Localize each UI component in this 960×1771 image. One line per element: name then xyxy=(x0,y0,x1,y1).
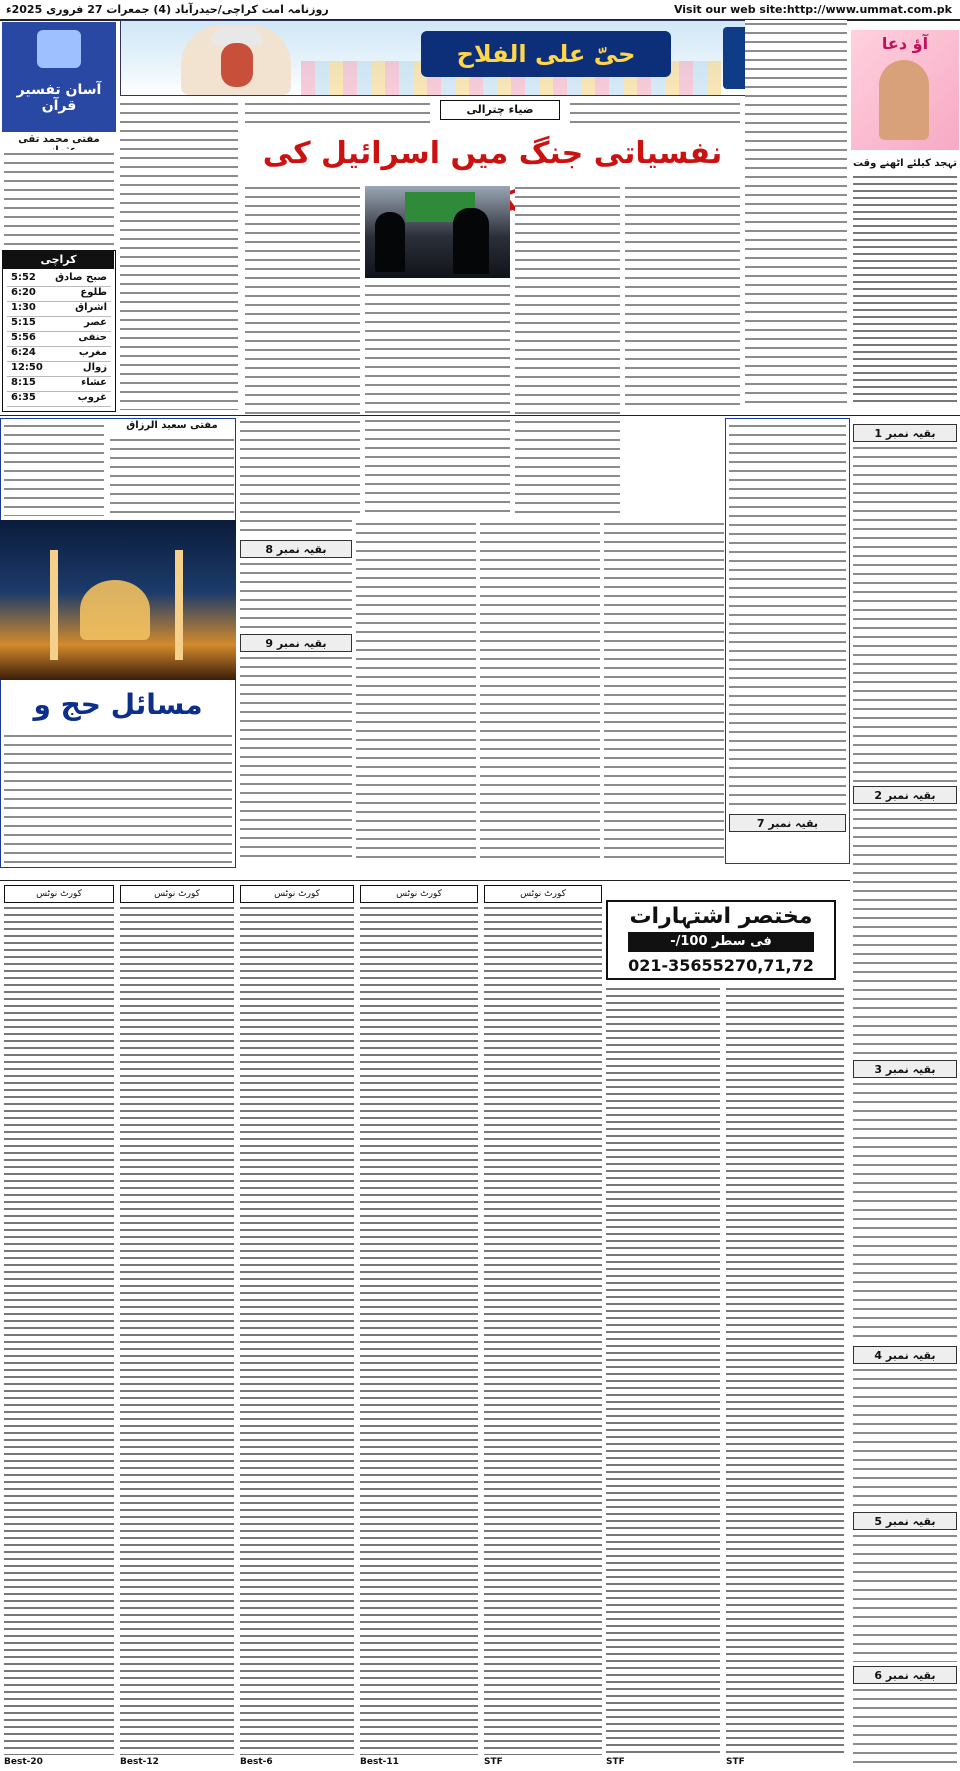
story-column xyxy=(853,806,957,1056)
continuation-label: بقیہ نمبر 1 xyxy=(853,424,957,442)
column-footer: Best-6 xyxy=(240,1757,273,1767)
column-footer: STF xyxy=(484,1757,503,1767)
slogan: حیّ علی الفلاح xyxy=(421,31,671,77)
classifieds-banner xyxy=(606,900,836,980)
story-column xyxy=(745,20,847,410)
continuation-label: بقیہ نمبر 5 xyxy=(853,1512,957,1530)
dua-text xyxy=(853,174,957,406)
notice-column xyxy=(4,905,114,1755)
continuation-label: بقیہ نمبر 2 xyxy=(853,786,957,804)
tafseer-text xyxy=(4,150,114,246)
continuation-label: بقیہ نمبر 9 xyxy=(240,634,352,652)
story-column xyxy=(853,444,957,782)
hajj-text xyxy=(4,732,232,864)
court-notice-header: کورٹ نوٹس xyxy=(484,885,602,903)
timing-row: 1:30 اشراق xyxy=(7,301,111,317)
column-footer: STF xyxy=(606,1757,625,1767)
timing-row: 6:20 طلوع xyxy=(7,286,111,302)
hajj-text xyxy=(4,422,104,516)
column-footer: Best-12 xyxy=(120,1757,159,1767)
dateline: روزنامہ امت کراچی/حیدرآباد (4) جمعرات 27 فروری 2025ء xyxy=(6,3,329,16)
story-column xyxy=(729,422,846,810)
story-column xyxy=(853,1532,957,1662)
notice-column xyxy=(484,905,602,1755)
continuation-label: بقیہ نمبر 6 xyxy=(853,1666,957,1684)
court-notice-header: کورٹ نوٹس xyxy=(120,885,234,903)
praying-hands-icon xyxy=(879,60,929,140)
quran-tafseer-box xyxy=(2,22,116,132)
top-bar xyxy=(0,0,960,20)
classifieds-phone[interactable]: 021-35655270,71,72 xyxy=(628,956,814,975)
muezzin-illustration xyxy=(181,25,291,95)
story-column xyxy=(480,520,600,864)
story-column xyxy=(356,520,476,864)
story-column xyxy=(515,184,620,514)
story-column xyxy=(604,520,724,864)
notice-column xyxy=(606,986,720,1755)
timing-row: 5:15 عصر xyxy=(7,316,111,332)
dua-title: آؤ دعا xyxy=(881,34,929,53)
website-url[interactable]: Visit our web site:http://www.ummat.com.pk xyxy=(673,3,952,16)
court-notice-header: کورٹ نوٹس xyxy=(240,885,354,903)
fighters-photo xyxy=(365,186,510,278)
story-column xyxy=(853,1366,957,1508)
tafseer-author: مفتی محمد تقی xyxy=(18,134,100,145)
timing-row: 6:24 مغرب xyxy=(7,346,111,362)
continuation-label: بقیہ نمبر 4 xyxy=(853,1346,957,1364)
continuation-label: بقیہ نمبر 8 xyxy=(240,540,352,558)
quran-title: آسان تفسیر قرآن xyxy=(16,82,102,114)
timings-city: کراچی xyxy=(3,251,114,269)
column-footer: Best-20 xyxy=(4,1757,43,1767)
story-column xyxy=(570,100,740,128)
timing-row: 12:50 زوال xyxy=(7,361,111,377)
timing-row: 5:56 حنفی xyxy=(7,331,111,347)
notice-column xyxy=(726,986,844,1755)
section-rule xyxy=(0,415,960,416)
dua-image xyxy=(851,30,959,150)
story-column xyxy=(120,100,238,410)
notice-column xyxy=(120,905,234,1755)
dua-section-title: تہجد کیلئے اٹھنے وقت xyxy=(852,158,958,169)
column-footer: Best-11 xyxy=(360,1757,399,1767)
column-footer: STF xyxy=(726,1757,745,1767)
hajj-text xyxy=(110,436,234,516)
story-column xyxy=(365,282,510,514)
hajj-title: مسائل حج و xyxy=(33,688,203,721)
timing-row: 6:35 غروب xyxy=(7,391,111,407)
court-notice-header: کورٹ نوٹس xyxy=(4,885,114,903)
hajj-author: مفتی سعید الرزاق xyxy=(126,420,218,431)
story-column xyxy=(853,1686,957,1766)
classifieds-rate: فی سطر 100/- xyxy=(628,932,814,952)
story-column xyxy=(240,560,352,630)
section-rule xyxy=(0,880,850,881)
mosque-photo xyxy=(0,520,236,680)
story-column xyxy=(625,184,740,409)
notice-column xyxy=(360,905,478,1755)
prayer-timings xyxy=(2,250,116,412)
lead-headline: نفسیاتی جنگ میں اسرائیل کی xyxy=(262,136,723,171)
classifieds-title: مختصر اشتہارات xyxy=(629,904,813,929)
timing-row: 5:52 صبح صادق xyxy=(7,271,111,287)
quran-icon xyxy=(37,30,81,68)
story-column xyxy=(240,418,352,536)
story-column xyxy=(240,654,352,864)
story-column xyxy=(853,1080,957,1342)
notice-column xyxy=(240,905,354,1755)
masthead xyxy=(120,20,840,96)
story-column xyxy=(245,100,430,128)
byline: ضیاء چترالی xyxy=(440,100,560,120)
continuation-label: بقیہ نمبر 3 xyxy=(853,1060,957,1078)
timing-row: 8:15 عشاء xyxy=(7,376,111,392)
court-notice-header: کورٹ نوٹس xyxy=(360,885,478,903)
continuation-label: بقیہ نمبر 7 xyxy=(729,814,846,832)
